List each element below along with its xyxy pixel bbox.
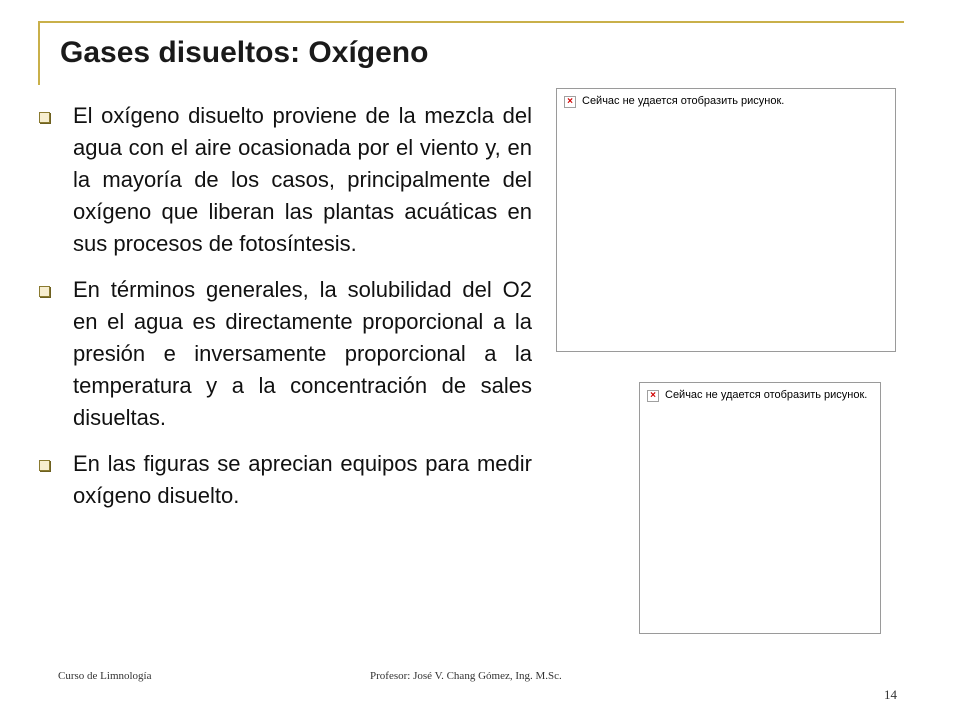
square-bullet-icon (39, 112, 50, 123)
square-bullet-icon (39, 460, 50, 471)
slide-title: Gases disueltos: Oxígeno (60, 36, 429, 69)
title-frame-left-line (38, 21, 40, 85)
page-number: 14 (884, 687, 897, 702)
broken-image-icon: × (647, 390, 659, 402)
image-placeholder-text: Сейчас не удается отобразить рисунок. (665, 389, 868, 401)
footer-course: Curso de Limnología (58, 670, 152, 682)
bullet-text: El oxígeno disuelto proviene de la mezcla del agua con el aire ocasionada por el viento y, en la mayoría de los casos, principalmente del oxígeno que liberan las plantas acuáticas en sus procesos de fotosíntesis. (73, 103, 532, 256)
image-placeholder-1 (556, 88, 896, 352)
image-placeholder-2 (639, 382, 881, 634)
image-placeholder-text: Сейчас не удается отобразить рисунок. (582, 95, 785, 107)
bullet-list (38, 100, 532, 526)
title-frame-top-line (38, 21, 904, 23)
bullet-item (38, 100, 532, 260)
bullet-text: En términos generales, la solubilidad del O2 en el agua es directamente proporcional a la presión e inversamente proporcional a la temperatura y a la concentración de sales disueltas. (73, 277, 532, 430)
square-bullet-icon (39, 286, 50, 297)
bullet-text: En las figuras se aprecian equipos para medir oxígeno disuelto. (73, 451, 532, 508)
bullet-item (38, 448, 532, 512)
footer-professor: Profesor: José V. Chang Gómez, Ing. M.Sc. (370, 670, 562, 682)
bullet-item (38, 274, 532, 434)
broken-image-icon: × (564, 96, 576, 108)
